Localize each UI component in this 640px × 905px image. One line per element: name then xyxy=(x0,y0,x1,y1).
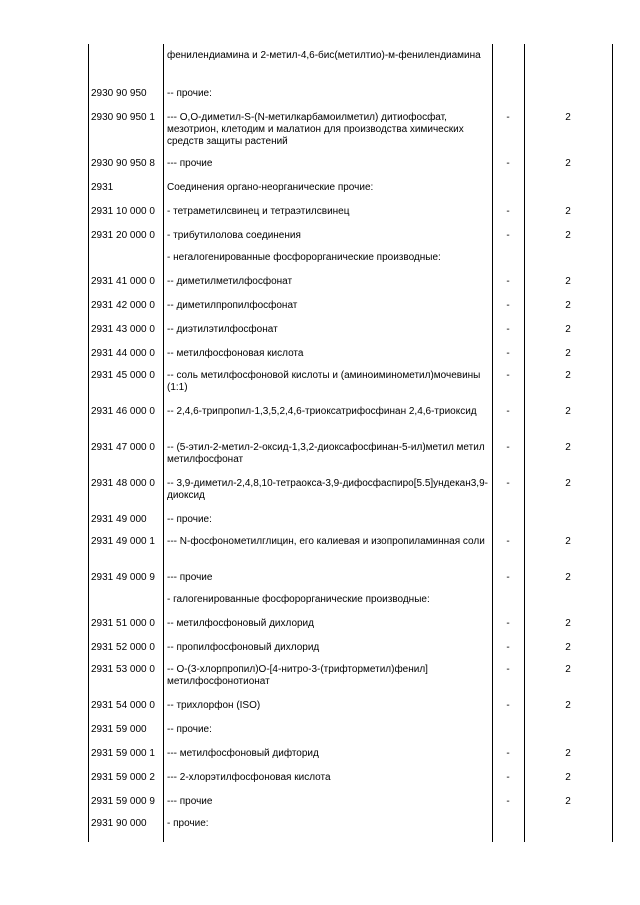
description-cell: --- О,О-диметил-S-(N-метилкарбамоилметил) дитиофосфат, мезотрион, клетодим и малатион для производства химических средств защиты растений xyxy=(167,112,464,147)
tariff-code-cell: 2931 49 000 9 xyxy=(91,572,155,583)
tariff-code-cell: 2931 54 000 0 xyxy=(91,700,155,711)
unit-cell: - xyxy=(506,572,510,583)
tariff-code-cell: 2931 43 000 0 xyxy=(91,324,155,335)
description-cell: -- 3,9-диметил-2,4,8,10-тетраокса-3,9-дифосфаспиро[5.5]ундекан3,9-диоксид xyxy=(167,478,488,501)
duty-rate-cell: 2 xyxy=(565,300,571,311)
unit-cell: - xyxy=(506,324,510,335)
unit-cell: - xyxy=(506,370,510,381)
unit-cell: - xyxy=(506,158,510,169)
tariff-code-cell: 2931 51 000 0 xyxy=(91,618,155,629)
description-cell: -- пропилфосфоновый дихлорид xyxy=(167,642,320,653)
duty-rate-cell: 2 xyxy=(565,112,571,123)
unit-cell: - xyxy=(506,642,510,653)
table-row xyxy=(0,158,640,180)
unit-cell: - xyxy=(506,664,510,675)
table-row xyxy=(0,182,640,204)
unit-cell: - xyxy=(506,348,510,359)
table-row xyxy=(0,442,640,476)
table-row xyxy=(0,88,640,110)
duty-rate-cell: 2 xyxy=(565,442,571,453)
description-cell: -- диэтилэтилфосфонат xyxy=(167,324,278,335)
description-cell: -- прочие: xyxy=(167,724,212,735)
description-cell: - негалогенированные фосфорорганические производные: xyxy=(167,252,441,263)
tariff-code-cell: 2931 20 000 0 xyxy=(91,230,155,241)
duty-rate-cell: 2 xyxy=(565,406,571,417)
tariff-code-cell: 2931 44 000 0 xyxy=(91,348,155,359)
description-cell: --- прочие xyxy=(167,796,213,807)
unit-cell: - xyxy=(506,300,510,311)
table-row xyxy=(0,348,640,370)
tariff-code-cell: 2931 47 000 0 xyxy=(91,442,155,453)
unit-cell: - xyxy=(506,406,510,417)
tariff-code-cell: 2931 90 000 xyxy=(91,818,147,829)
duty-rate-cell: 2 xyxy=(565,478,571,489)
duty-rate-cell: 2 xyxy=(565,642,571,653)
table-row xyxy=(0,724,640,746)
table-row xyxy=(0,664,640,698)
tariff-code-cell: 2931 59 000 1 xyxy=(91,748,155,759)
table-row xyxy=(0,594,640,616)
tariff-code-cell: 2931 49 000 xyxy=(91,514,147,525)
tariff-code-cell: 2931 59 000 2 xyxy=(91,772,155,783)
description-cell: -- соль метилфосфоновой кислоты и (аминоиминометил)мочевины (1:1) xyxy=(167,370,481,393)
description-cell: --- прочие xyxy=(167,158,213,169)
tariff-code-cell: 2931 xyxy=(91,182,114,193)
table-row xyxy=(0,748,640,770)
duty-rate-cell: 2 xyxy=(565,618,571,629)
table-row xyxy=(0,324,640,346)
duty-rate-cell: 2 xyxy=(565,206,571,217)
unit-cell: - xyxy=(506,230,510,241)
description-cell: - прочие: xyxy=(167,818,209,829)
description-cell: -- трихлорфон (ISO) xyxy=(167,700,261,711)
tariff-code-cell: 2931 48 000 0 xyxy=(91,478,155,489)
unit-cell: - xyxy=(506,618,510,629)
table-row xyxy=(0,276,640,298)
tariff-code-cell: 2930 90 950 xyxy=(91,88,147,99)
unit-cell: - xyxy=(506,536,510,547)
table-row xyxy=(0,230,640,252)
table-row xyxy=(0,796,640,818)
table-row xyxy=(0,772,640,794)
table-row xyxy=(0,300,640,322)
tariff-code-cell: 2931 10 000 0 xyxy=(91,206,155,217)
description-cell: -- (5-этил-2-метил-2-оксид-1,3,2-диоксафосфинан-5-ил)метил метил метилфосфонат xyxy=(167,442,485,465)
table-row xyxy=(0,642,640,664)
description-cell: - галогенированные фосфорорганические производные: xyxy=(167,594,430,605)
description-cell: -- метилфосфоновый дихлорид xyxy=(167,618,314,629)
unit-cell: - xyxy=(506,748,510,759)
duty-rate-cell: 2 xyxy=(565,370,571,381)
description-cell: -- прочие: xyxy=(167,88,212,99)
unit-cell: - xyxy=(506,206,510,217)
tariff-code-cell: 2930 90 950 8 xyxy=(91,158,155,169)
tariff-code-cell: 2931 59 000 9 xyxy=(91,796,155,807)
duty-rate-cell: 2 xyxy=(565,158,571,169)
table-row xyxy=(0,50,640,88)
duty-rate-cell: 2 xyxy=(565,536,571,547)
description-cell: - тетраметилсвинец и тетраэтилсвинец xyxy=(167,206,350,217)
duty-rate-cell: 2 xyxy=(565,772,571,783)
table-row xyxy=(0,514,640,536)
duty-rate-cell: 2 xyxy=(565,324,571,335)
description-cell: фенилендиамина и 2-метил-4,6-бис(метилтио)-м-фенилендиамина xyxy=(167,50,481,61)
description-cell: --- N-фосфонометилглицин, его калиевая и изопропиламинная соли xyxy=(167,536,485,547)
tariff-code-cell: 2930 90 950 1 xyxy=(91,112,155,123)
duty-rate-cell: 2 xyxy=(565,276,571,287)
description-cell: --- 2-хлорэтилфосфоновая кислота xyxy=(167,772,331,783)
table-row xyxy=(0,252,640,274)
duty-rate-cell: 2 xyxy=(565,230,571,241)
duty-rate-cell: 2 xyxy=(565,796,571,807)
duty-rate-cell: 2 xyxy=(565,700,571,711)
unit-cell: - xyxy=(506,112,510,123)
description-cell: - трибутилолова соединения xyxy=(167,230,301,241)
table-row xyxy=(0,818,640,840)
tariff-code-cell: 2931 42 000 0 xyxy=(91,300,155,311)
tariff-code-cell: 2931 45 000 0 xyxy=(91,370,155,381)
tariff-code-cell: 2931 49 000 1 xyxy=(91,536,155,547)
unit-cell: - xyxy=(506,700,510,711)
table-row xyxy=(0,478,640,512)
table-row xyxy=(0,700,640,722)
description-cell: -- метилфосфоновая кислота xyxy=(167,348,304,359)
duty-rate-cell: 2 xyxy=(565,348,571,359)
unit-cell: - xyxy=(506,796,510,807)
duty-rate-cell: 2 xyxy=(565,748,571,759)
duty-rate-cell: 2 xyxy=(565,664,571,675)
description-cell: -- диметилметилфосфонат xyxy=(167,276,293,287)
unit-cell: - xyxy=(506,772,510,783)
table-row xyxy=(0,618,640,640)
tariff-code-cell: 2931 41 000 0 xyxy=(91,276,155,287)
table-row xyxy=(0,206,640,228)
description-cell: --- метилфосфоновый дифторид xyxy=(167,748,319,759)
unit-cell: - xyxy=(506,478,510,489)
description-cell: -- диметилпропилфосфонат xyxy=(167,300,298,311)
tariff-code-cell: 2931 53 000 0 xyxy=(91,664,155,675)
tariff-code-cell: 2931 46 000 0 xyxy=(91,406,155,417)
table-row xyxy=(0,572,640,594)
description-cell: -- О-(3-хлорпропил)О-[4-нитро-3-(трифторметил)фенил] метилфосфонотионат xyxy=(167,664,428,687)
table-row xyxy=(0,406,640,440)
tariff-code-cell: 2931 52 000 0 xyxy=(91,642,155,653)
unit-cell: - xyxy=(506,442,510,453)
unit-cell: - xyxy=(506,276,510,287)
duty-rate-cell: 2 xyxy=(565,572,571,583)
description-cell: Соединения органо-неорганические прочие: xyxy=(167,182,374,193)
tariff-code-cell: 2931 59 000 xyxy=(91,724,147,735)
table-row xyxy=(0,536,640,570)
description-cell: -- прочие: xyxy=(167,514,212,525)
table-row xyxy=(0,370,640,404)
description-cell: --- прочие xyxy=(167,572,213,583)
description-cell: -- 2,4,6-трипропил-1,3,5,2,4,6-триоксатрифосфинан 2,4,6-триоксид xyxy=(167,406,477,417)
table-row xyxy=(0,112,640,158)
